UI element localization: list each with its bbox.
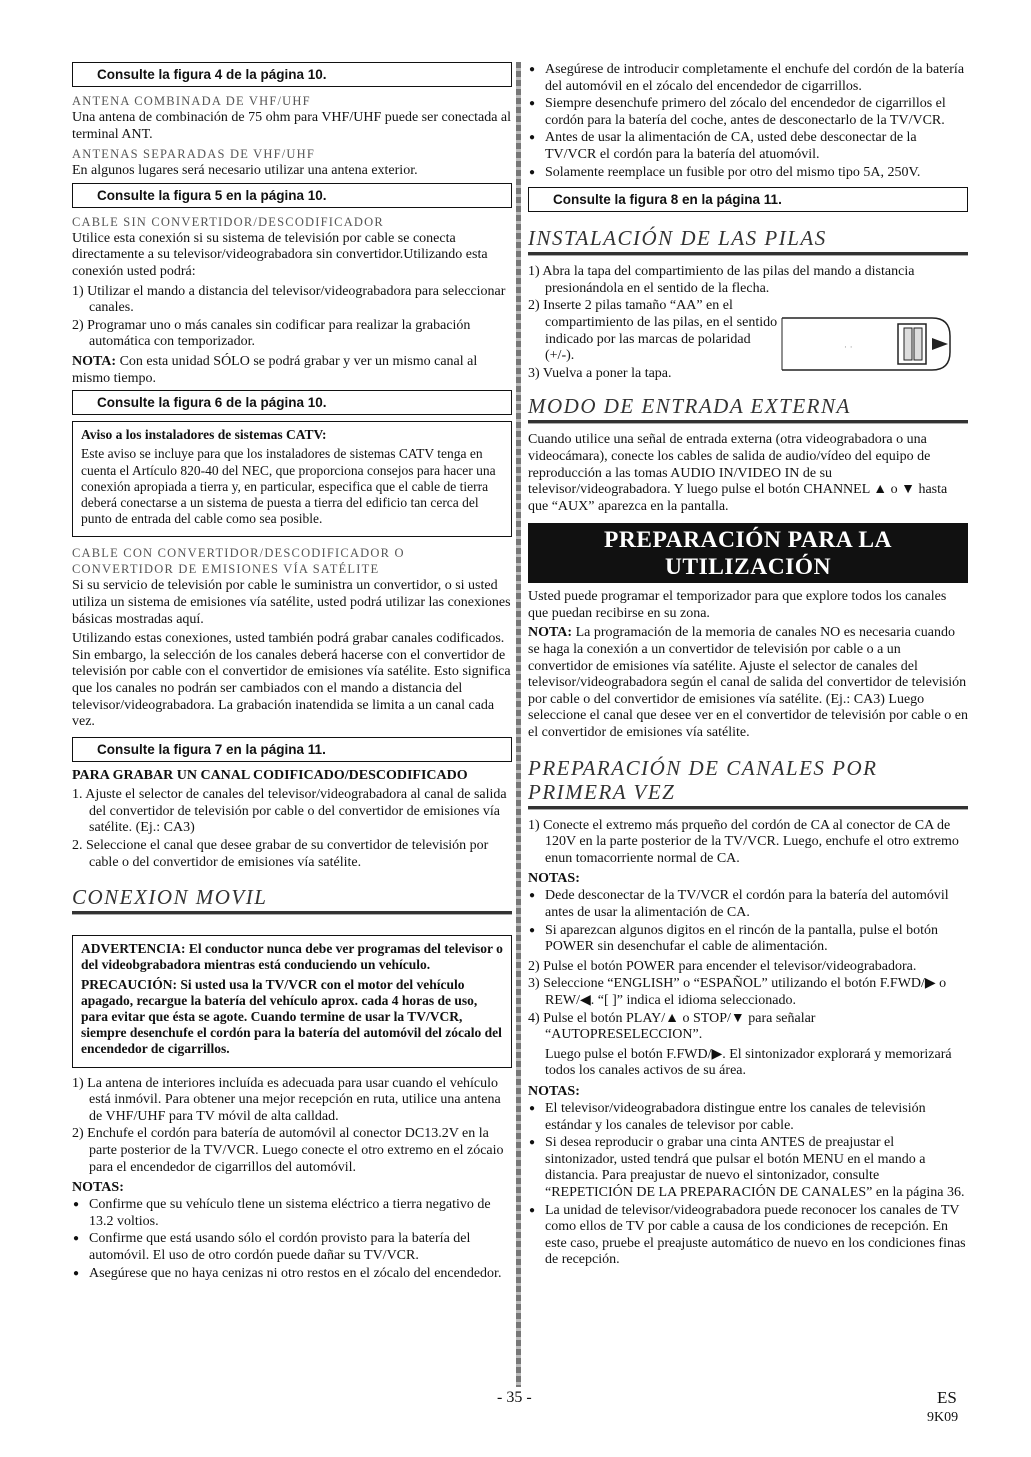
paragraph-antenas-separadas: En algunos lugares será necesario utilizar una antena exterior. (72, 163, 418, 179)
note-text: Con esta unidad SÓLO se podrá grabar y ver un mismo canal al mismo tiempo. (72, 353, 478, 386)
list-item: ● Asegúrese que no haya cenizas ni otro restos en el zócalo del encendedor. (72, 1266, 512, 1283)
precaucion-text: PRECAUCIÓN: Si usted usa la TV/VCR con el motor del vehículo apagado, recargue la batería del vehículo aprox. cada 4 horas de uso, para evitar que ésta se agote. Cuando termine de usar la TV/VCR, siempre desenchufe el cordón para la batería del automóvil del zócalo del encendedor de cigarrillos. (81, 976, 502, 1057)
catv-notice-box (72, 421, 512, 537)
banner-preparacion: PREPARACIÓN PARA LA UTILIZACIÓN (528, 523, 968, 583)
list-item: 1) La antena de interiores incluída es adecuada para usar cuando el vehículo está inmóvil. Para obtener una mejor recepción en ruta, utilice una antena de VHF/UHF para TV móvil de alta calldad. (72, 1075, 501, 1124)
heading-grabar-canal: PARA GRABAR UN CANAL CODIFICADO/DESCODIFICADO (72, 767, 468, 783)
list-item: ● Asegúrese de introducir completamente el enchufe del cordón de la batería del automóvil en el zócalo del encendedor de cigarrillos. (528, 62, 968, 95)
advertencia-text: ADVERTENCIA: El conductor nunca debe ver programas del televisor o del videobgrabadora mientras está conduciendo un vehículo. (81, 941, 503, 973)
list-item: 1. Ajuste el selector de canales del televisor/videograbadora al canal de salida del convertidor de televisión por cable o del convertidor de emisiones vía satélite. (Ej.: CA3) (72, 787, 507, 836)
section-title-pilas: INSTALACIÓN DE LAS PILAS (528, 226, 827, 251)
list-item: 4) Pulse el botón PLAY/▲ o STOP/▼ para señalar “AUTOPRESELECCION”. (528, 1010, 816, 1043)
note-text: La programación de la memoria de canales NO es necesaria cuando se haga la conexión a un convertidor de televisión por cable o a un convertidor de emisiones vía satélite. Ajuste el selector de canales del televisor/videograbadora según el canal de salida del convertidor de televisión por cable o del convertidor de emisiones vía satélite. (Ej.: CA3) Luego seleccione el canal que desee ver en el convertidor de televisión por cable o en el convertidor de emisiones vía satélite. (528, 625, 969, 741)
list-item: 2. Seleccione el canal que desee grabar de su convertidor de televisión por cable o del convertidor de emisiones vía satélite. (72, 838, 489, 870)
paragraph-preparacion: Usted puede programar el temporizador para que explore todos los canales que puedan recibirse en su zona. (528, 589, 947, 621)
notes-list-2 (528, 1101, 968, 1269)
list-item: ● El televisor/videograbadora distingue entre los canales de televisión estándar y los canales de televisor por cable. (528, 1101, 968, 1134)
catv-notice-text: Este aviso se incluye para que los instaladores de sistemas CATV tenga en cuenta el Artículo 820-40 del NEC, que proporciona consejos para hacer una conexión apropiada a tierra y, en particular, especifica que el cable de tierra deberá conectarse a un sistema de puesta a tierra del edificio tan cerca del punto de entrada del cable como sea posible. (81, 446, 496, 527)
figure-reference-8: Consulte la figura 8 en la página 11. (528, 187, 968, 212)
column-divider (516, 62, 521, 1387)
subheading-cable-sin-convertidor: CABLE SIN CONVERTIDOR/DESCODIFICADOR (72, 214, 384, 229)
notes-heading: NOTAS: (528, 1083, 580, 1099)
list-cable-sin-convertidor (72, 284, 512, 351)
battery-compartment-illustration (772, 316, 962, 372)
list-item: 2) Programar uno o más canales sin codificar para realizar la grabación automática con temporizador. (72, 317, 471, 350)
list-item: 1) Conecte el extremo más prqueño del cordón de CA al conector de CA de 120V en la parte posterior de la TV/VCR. Luego, enchufe el otro extremo enun tomacorriente normal de CA. (528, 817, 959, 866)
model-code: 9K09 (927, 1410, 959, 1425)
list-item: ● Dede desconectar de la TV/VCR el cordón para la batería del automóvil antes de usar la alimentación de CA. (528, 888, 968, 921)
paragraph-cable-con-convertidor-1: Si su servicio de televisión por cable le suministra un convertidor, o si usted utiliza un sistema de emisiones vía satélite, usted podrá utilizar las conexiones básicas mostradas aquí. (72, 578, 511, 627)
note-paragraph (72, 354, 512, 387)
section-rule (528, 420, 968, 424)
subheading-antenas-separadas: ANTENAS SEPARADAS DE VHF/UHF (72, 147, 316, 162)
list-item: ● Si aparezcan algunos digitos en el rincón de la pantalla, pulse el botón POWER sin desenchufar el cable de alimentación. (528, 923, 968, 956)
paragraph-step-4-continued: Luego pulse el botón F.FWD/▶. El sintonizador explorará y memorizará todos los canales activos de su área. (545, 1046, 952, 1079)
list-item: 2) Inserte 2 pilas tamaño “AA” en el compartimiento de las pilas, en el sentido indicado por las marcas de polaridad (+/-). (528, 298, 778, 364)
list-item: ● Antes de usar la alimentación de CA, usted debe desconectar de la TV/VCR el cordón para la batería del atuomóvil. (528, 130, 968, 163)
figure-reference-6: Consulte la figura 6 de la página 10. (72, 390, 512, 415)
list-item: ● Si desea reproducir o grabar una cinta ANTES de preajustar el sintonizador, usted tendrá que pulsar el botón MENU en el mando a distancia. Para preajustar de nuevo el sintonizador, consulte “REPETICIÓN DE LA PREPARACIÓN DE CANALES” en la página 36. (528, 1135, 968, 1201)
list-item: 2) Pulse el botón POWER para encender el televisor/videograbadora. (528, 958, 917, 974)
subheading-cable-con-convertidor: CABLE CON CONVERTIDOR/DESCODIFICADOR O CONVERTIDOR DE EMISIONES VÍA SATÉLITE (72, 546, 405, 577)
list-step-1 (528, 818, 968, 868)
note-label: NOTA: (72, 353, 117, 369)
section-rule (72, 911, 512, 915)
svg-text:· ·: · · (844, 343, 853, 354)
list-conexion-movil (72, 1076, 512, 1177)
list-item: 3) Seleccione “ENGLISH” o “ESPAÑOL” utilizando el botón F.FWD/▶ o REW/◀. “[ ]” indica el idioma seleccionado. (528, 976, 947, 1008)
note-paragraph (528, 625, 968, 741)
catv-notice-title: Aviso a los instaladores de sistemas CATV: (81, 427, 327, 443)
list-item: 1) Abra la tapa del compartimiento de las pilas del mando a distancia presionándola en el sentido de la flecha. (528, 264, 915, 296)
warning-box (72, 935, 512, 1067)
list-item: ● Confirme que su vehículo tlene un sistema eléctrico a tierra negativo de 13.2 voltios. (72, 1197, 512, 1230)
paragraph-modo-entrada: Cuando utilice una señal de entrada externa (otra videograbadora o una videocámara), conecte los cables de salida de audio/vídeo del equipo de reproducción a las tomas AUDIO IN/VIDEO IN de su televisor/videograbadora. Y luego pulse el botón CHANNEL ▲ o ▼ hasta que “AUX” aparezca en la pantalla. (528, 432, 948, 514)
paragraph-cable-con-convertidor-2: Utilizando estas conexiones, usted también podrá grabar canales codificados. Sin embargo, la selección de los canales deberá hacerse con el convertidor de televisión por cable con el convertidor de emisiones vía satélite. Esto significa que los canales no podrán ser cambiados con el mando a distancia del televisor/videograbadora. La grabación inatendida se limita a un canal cada vez. (72, 631, 511, 730)
pilas-section (528, 264, 968, 382)
notes-heading: NOTAS: (72, 1180, 124, 1196)
left-column (72, 62, 512, 1285)
list-item: 2) Enchufe el cordón para batería de automóvil al conector DC13.2V en la parte posterior de la TV/VCR. Luego conecte el otro extremo en el zócaio para el encendedor de cigarrillos del automóvil. (72, 1126, 504, 1175)
section-title-preparacion-canales: PREPARACIÓN DE CANALES POR PRIMERA VEZ (528, 755, 878, 804)
figure-reference-7: Consulte la figura 7 en la página 11. (72, 737, 512, 762)
list-item: ● Solamente reemplace un fusible por otro del mismo tipo 5A, 250V. (528, 165, 968, 182)
figure-reference-5: Consulte la figura 5 en la página 10. (72, 183, 512, 208)
list-item: ● Siempre desenchufe primero del zócalo del encendedor de cigarrillos el cordón para la batería del coche, antes de desconectarlo de la TV/VCR. (528, 96, 968, 129)
page-number: - 35 - (497, 1389, 532, 1406)
list-steps-2-4 (528, 959, 968, 1044)
language-code: ES (937, 1388, 957, 1407)
paragraph-antena-combinada: Una antena de combinación de 75 ohm para VHF/UHF puede ser conectada al terminal ANT. (72, 110, 512, 142)
subheading-antena-combinada: ANTENA COMBINADA DE VHF/UHF (72, 94, 311, 108)
notes-list-1 (528, 888, 968, 955)
notes-list-movil (72, 1197, 512, 1282)
figure-reference-4: Consulte la figura 4 de la página 10. (72, 62, 512, 87)
section-title-modo-entrada: MODO DE ENTRADA EXTERNA (528, 394, 851, 419)
notes-heading: NOTAS: (528, 871, 580, 887)
list-item: 1) Utilizar el mando a distancia del televisor/videograbadora para seleccionar canales. (72, 283, 506, 316)
section-rule (528, 806, 968, 810)
paragraph-cable-sin-convertidor: Utilice esta conexión si su sistema de televisión por cable se conecta directamente a su televisor/videograbadora sin convertidor.Utilizando esta conexión usted podrá: (72, 230, 488, 279)
list-item: ● La unidad de televisor/videograbadora puede reconocer los canales de TV como ellos de TV por cable a causa de los condiciones de recepción. En este caso, pruebe el preajuste automático de nuevo en los condiciones finas de recepción. (528, 1203, 968, 1269)
list-item: ● Confirme que está usando sólo el cordón provisto para la batería del automóvil. El uso de otro cordón puede dañar su TV/VCR. (72, 1231, 512, 1264)
section-rule (528, 252, 968, 256)
list-grabar-canal (72, 787, 512, 871)
list-item: 3) Vuelva a poner la tapa. (528, 365, 672, 381)
note-label: NOTA: (528, 625, 573, 641)
notes-list-battery (528, 62, 968, 181)
section-title-conexion-movil: CONEXION MOVIL (72, 885, 268, 910)
right-column (528, 62, 968, 1272)
